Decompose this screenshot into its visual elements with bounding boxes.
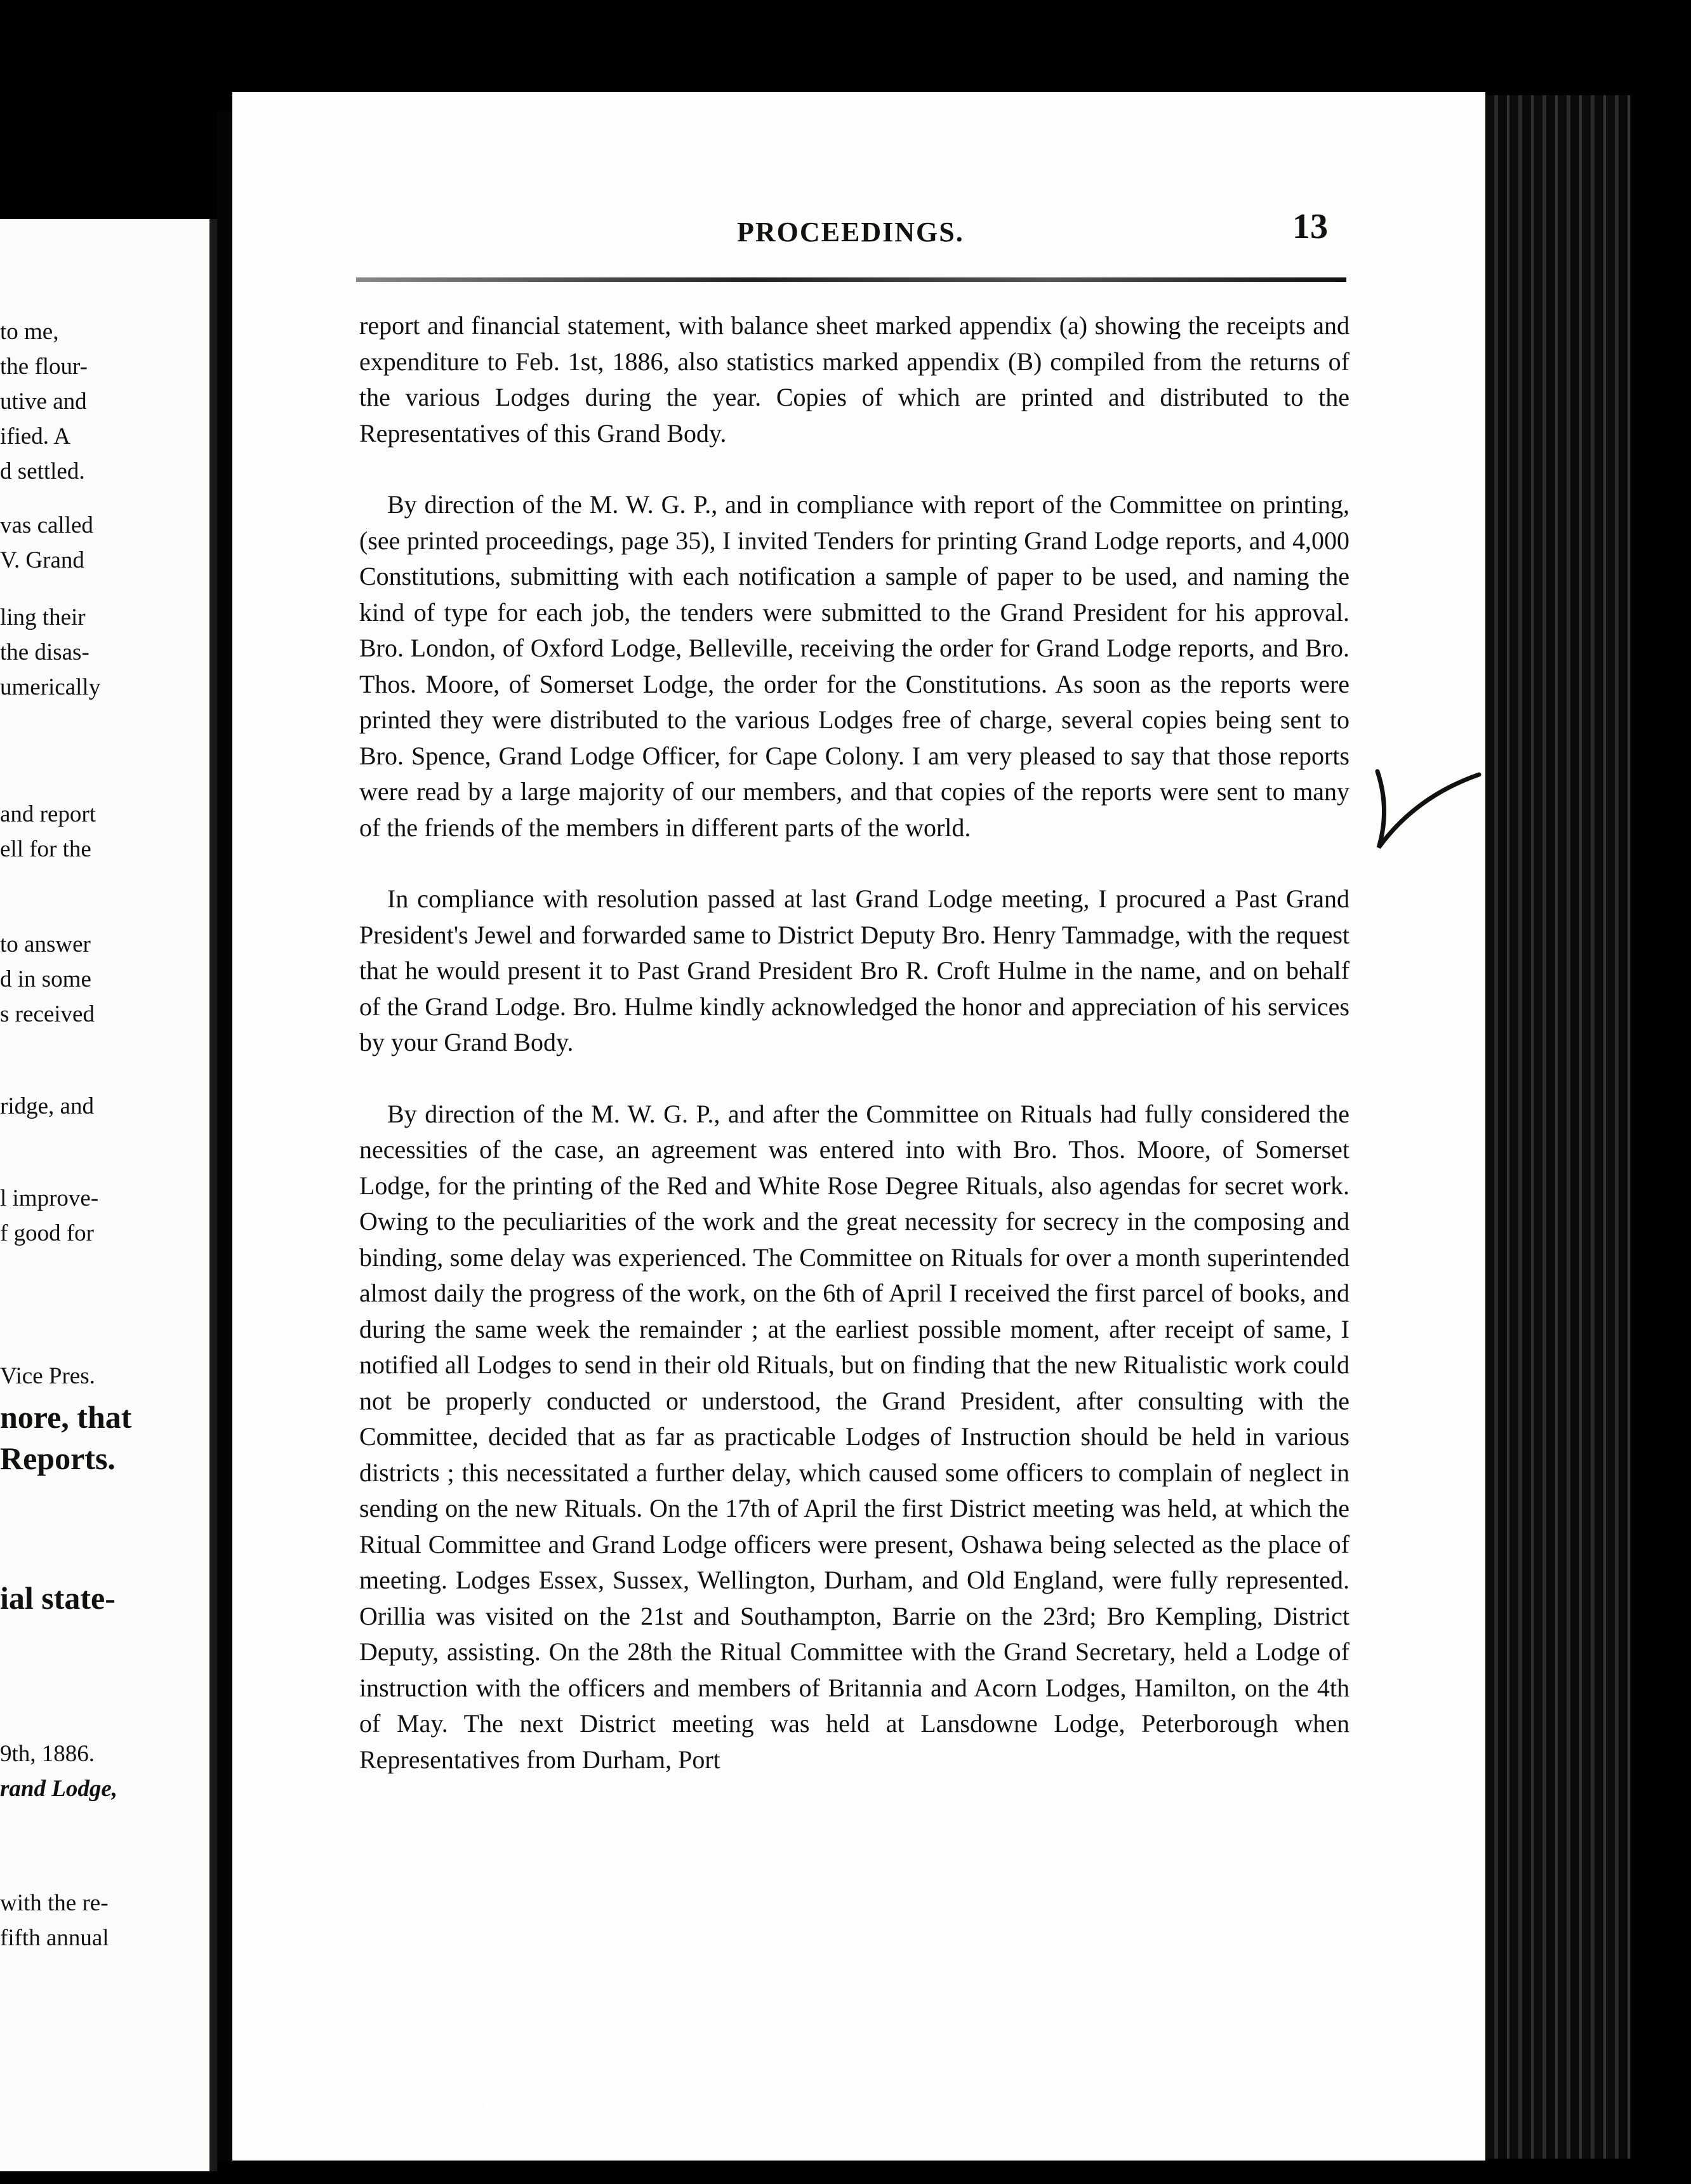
left-line: l improve- xyxy=(0,1185,99,1211)
left-line: vas called xyxy=(0,512,93,538)
paragraph: By direction of the M. W. G. P., and in compliance with report of the Committee on printing, (see printed proceedings, page 35), I invited Tenders for printing Grand Lodge reports, and 4,000 Constitutions, submitting with each notification a sample of paper to be used, and naming the kind of type for each job, the tenders were submitted to the Grand President for his approval. Bro. London, of Oxford Lodge, Belleville, receiving the order for Grand Lodge reports, and Bro. Thos. Moore, of Somerset Lodge, the order for the Constitutions. As soon as the reports were printed they were distributed to the various Lodges free of charge, several copies being sent to Bro. Spence, Grand Lodge Officer, for Cape Colony. I am very pleased to say that those reports were read by a large majority of our members, and that copies of the reports were sent to many of the friends of the members in different parts of the world. xyxy=(359,490,1349,842)
left-line: ial state- xyxy=(0,1580,116,1616)
running-title: PROCEEDINGS. xyxy=(737,216,964,248)
body-text xyxy=(359,308,1349,1813)
left-line: to answer xyxy=(0,931,91,957)
left-line: Reports. xyxy=(0,1441,116,1476)
paragraph: report and financial statement, with balance sheet marked appendix (a) showing the receipts and expenditure to Feb. 1st, 1886, also statistics marked appendix (B) compiled from the returns of the various Lodges during the year. Copies of which are printed and distributed to the Representatives of this Grand Body. xyxy=(359,311,1349,448)
left-line: nore, that xyxy=(0,1399,132,1435)
left-line: utive and xyxy=(0,389,87,415)
left-line: s received xyxy=(0,1001,95,1027)
left-line: ridge, and xyxy=(0,1093,94,1119)
page-edges xyxy=(1485,95,1631,2159)
header-rule xyxy=(356,277,1346,282)
left-line: d settled. xyxy=(0,458,85,484)
left-line: ell for the xyxy=(0,836,91,862)
left-line: V. Grand xyxy=(0,547,84,573)
book-gutter xyxy=(217,111,232,2162)
left-line: and report xyxy=(0,801,96,827)
ink-speck-icon xyxy=(476,2095,495,2121)
left-line: d in some xyxy=(0,966,91,992)
left-line: to me, xyxy=(0,319,59,345)
left-line: ling their xyxy=(0,604,86,630)
left-line: umerically xyxy=(0,674,101,700)
left-line: the flour- xyxy=(0,354,88,380)
page-header xyxy=(232,207,1485,273)
left-line: ified. A xyxy=(0,423,70,449)
right-page xyxy=(232,92,1485,2161)
left-page-fragment xyxy=(0,219,217,2171)
left-line: 9th, 1886. xyxy=(0,1741,95,1767)
left-line: with the re- xyxy=(0,1890,109,1916)
left-line: Vice Pres. xyxy=(0,1363,95,1389)
left-line: fifth annual xyxy=(0,1925,109,1951)
paragraph: By direction of the M. W. G. P., and after the Committee on Rituals had fully considered the necessities of the case, an agreement was entered into with Bro. Thos. Moore, of Somerset Lodge, for the printing of the Red and White Rose Degree Rituals, also agendas for secret work. Owing to the peculiarities of the work and the great necessity for secrecy in the composing and binding, some delay was experienced. The Committee on Rituals for over a month superintended almost daily the progress of the work, on the 6th of April I received the first parcel of books, and during the same week the remainder ; at the earliest possible moment, after receipt of same, I notified all Lodges to send in their old Rituals, but on finding that the new Ritualistic work could not be properly conducted or understood, the Grand President, after consulting with the Committee, decided that as far as practicable Lodges of Instruction should be held in various districts ; this necessitated a further delay, which caused some officers to complain of neglect in sending on the new Rituals. On the 17th of April the first District meeting was held, at which the Ritual Committee and Grand Lodge officers were present, Oshawa being selected as the place of meeting. Lodges Essex, Sussex, Wellington, Durham, and Old England, were fully represented. Orillia was visited on the 21st and Southampton, Barrie on the 23rd; Bro Kempling, District Deputy, assisting. On the 28th the Ritual Committee with the Grand Secretary, held a Lodge of instruction with the officers and members of Britannia and Acorn Lodges, Hamilton, on the 4th of May. The next District meeting was held at Lansdowne Lodge, Peterborough when Representatives from Durham, Port xyxy=(359,1099,1349,1774)
left-line: the disas- xyxy=(0,639,90,665)
checkmark-icon xyxy=(1371,759,1485,860)
left-line: rand Lodge, xyxy=(0,1776,117,1802)
left-line: f good for xyxy=(0,1220,94,1246)
paragraph: In compliance with resolution passed at last Grand Lodge meeting, I procured a Past Grand President's Jewel and forwarded same to District Deputy Bro. Henry Tammadge, with the request that he would present it to Past Grand President Bro R. Croft Hulme in the name, and on behalf of the Grand Lodge. Bro. Hulme kindly acknowledged the honor and appreciation of his services by your Grand Body. xyxy=(359,884,1349,1056)
page-number: 13 xyxy=(1292,207,1328,246)
